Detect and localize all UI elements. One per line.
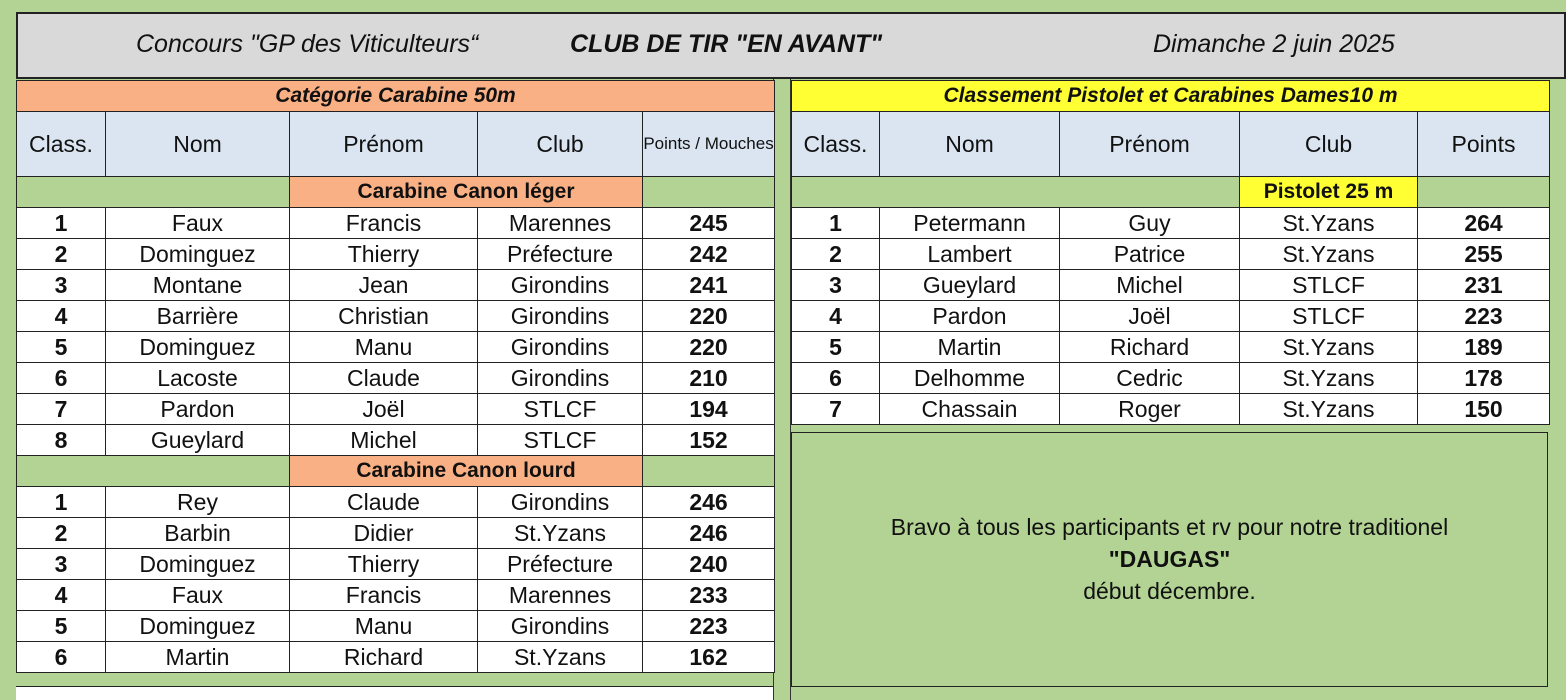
table-row [792,332,1550,363]
message-line-2: "DAUGAS" [1108,546,1231,572]
rank-cell: 4 [17,580,106,611]
lastname-cell: Faux [106,580,290,611]
club-cell: St.Yzans [1240,208,1418,239]
lastname-cell: Barbin [106,518,290,549]
section-spacer [643,456,775,487]
left-results-table [16,80,775,673]
points-cell: 240 [643,549,775,580]
column-separator [773,79,791,700]
section-spacer [17,177,290,208]
table-row [17,394,775,425]
club-cell: STLCF [478,425,643,456]
table-row [17,332,775,363]
firstname-cell: Didier [290,518,478,549]
rank-cell: 1 [17,208,106,239]
rank-cell: 3 [17,270,106,301]
rank-cell: 6 [792,363,880,394]
rank-cell: 4 [792,301,880,332]
section-spacer [792,177,1240,208]
table-row [792,394,1550,425]
section-header-row [17,177,775,208]
club-cell: Préfecture [478,549,643,580]
section-header-row [17,456,775,487]
column-header: Prénom [1060,112,1240,177]
table-row [792,239,1550,270]
rank-cell: 7 [792,394,880,425]
table-row [17,487,775,518]
table-row [17,208,775,239]
lastname-cell: Faux [106,208,290,239]
table-row [17,239,775,270]
firstname-cell: Thierry [290,239,478,270]
firstname-cell: Christian [290,301,478,332]
column-header: Class. [792,112,880,177]
firstname-cell: Joël [1060,301,1240,332]
column-header: Points / Mouches [643,112,775,177]
lastname-cell: Martin [880,332,1060,363]
left-header-row [17,112,775,177]
left-category-title: Catégorie Carabine 50m [17,81,775,112]
column-header: Points [1418,112,1550,177]
club-name: CLUB DE TIR "EN AVANT" [570,30,883,58]
lastname-cell: Barrière [106,301,290,332]
points-cell: 246 [643,518,775,549]
rank-cell: 5 [17,611,106,642]
firstname-cell: Michel [290,425,478,456]
right-category-row [792,81,1550,112]
club-cell: Girondins [478,270,643,301]
column-header: Club [478,112,643,177]
points-cell: 233 [643,580,775,611]
section-spacer [1418,177,1550,208]
club-cell: Girondins [478,301,643,332]
points-cell: 246 [643,487,775,518]
firstname-cell: Thierry [290,549,478,580]
points-cell: 242 [643,239,775,270]
club-cell: St.Yzans [1240,332,1418,363]
table-row [17,270,775,301]
club-cell: Préfecture [478,239,643,270]
lastname-cell: Gueylard [106,425,290,456]
table-row [17,363,775,394]
lastname-cell: Lacoste [106,363,290,394]
closing-message [791,432,1548,687]
club-cell: STLCF [1240,270,1418,301]
lastname-cell: Delhomme [880,363,1060,394]
points-cell: 264 [1418,208,1550,239]
firstname-cell: Cedric [1060,363,1240,394]
rank-cell: 2 [17,239,106,270]
club-cell: St.Yzans [1240,363,1418,394]
table-row [17,611,775,642]
points-cell: 231 [1418,270,1550,301]
column-header: Nom [106,112,290,177]
section-title: Carabine Canon léger [290,177,643,208]
rank-cell: 1 [792,208,880,239]
points-cell: 152 [643,425,775,456]
firstname-cell: Richard [290,642,478,673]
club-cell: St.Yzans [1240,394,1418,425]
points-cell: 245 [643,208,775,239]
club-cell: Girondins [478,332,643,363]
column-header: Class. [17,112,106,177]
lastname-cell: Chassain [880,394,1060,425]
firstname-cell: Joël [290,394,478,425]
empty-row [16,686,773,700]
club-cell: Girondins [478,363,643,394]
table-row [17,518,775,549]
column-header: Club [1240,112,1418,177]
right-category-title: Classement Pistolet et Carabines Dames10 m [792,81,1550,112]
club-cell: St.Yzans [478,642,643,673]
club-cell: Girondins [478,487,643,518]
lastname-cell: Martin [106,642,290,673]
points-cell: 194 [643,394,775,425]
lastname-cell: Gueylard [880,270,1060,301]
message-line-3: début décembre. [1083,578,1256,604]
table-row [17,425,775,456]
table-row [17,642,775,673]
table-row [792,363,1550,394]
table-row [792,270,1550,301]
points-cell: 189 [1418,332,1550,363]
table-row [792,208,1550,239]
lastname-cell: Pardon [880,301,1060,332]
firstname-cell: Guy [1060,208,1240,239]
lastname-cell: Rey [106,487,290,518]
contest-name: Concours "GP des Viticulteurs“ [136,30,479,58]
lastname-cell: Pardon [106,394,290,425]
table-row [792,301,1550,332]
rank-cell: 1 [17,487,106,518]
club-cell: STLCF [1240,301,1418,332]
column-header: Prénom [290,112,478,177]
firstname-cell: Claude [290,487,478,518]
firstname-cell: Manu [290,332,478,363]
firstname-cell: Michel [1060,270,1240,301]
points-cell: 210 [643,363,775,394]
section-spacer [17,456,290,487]
lastname-cell: Petermann [880,208,1060,239]
rank-cell: 5 [792,332,880,363]
points-cell: 241 [643,270,775,301]
firstname-cell: Manu [290,611,478,642]
table-row [17,549,775,580]
left-category-row [17,81,775,112]
lastname-cell: Dominguez [106,332,290,363]
rank-cell: 7 [17,394,106,425]
points-cell: 255 [1418,239,1550,270]
section-spacer [643,177,775,208]
lastname-cell: Lambert [880,239,1060,270]
message-line-1: Bravo à tous les participants et rv pour notre traditionel [890,514,1449,540]
right-results-table [791,80,1550,425]
club-cell: St.Yzans [1240,239,1418,270]
section-title: Carabine Canon lourd [290,456,643,487]
club-cell: STLCF [478,394,643,425]
table-row [17,580,775,611]
rank-cell: 5 [17,332,106,363]
firstname-cell: Richard [1060,332,1240,363]
table-row [17,301,775,332]
club-cell: Girondins [478,611,643,642]
event-date: Dimanche 2 juin 2025 [1153,30,1395,58]
firstname-cell: Francis [290,208,478,239]
lastname-cell: Dominguez [106,239,290,270]
lastname-cell: Dominguez [106,549,290,580]
club-cell: Marennes [478,580,643,611]
club-cell: St.Yzans [478,518,643,549]
rank-cell: 4 [17,301,106,332]
section-header-row [792,177,1550,208]
points-cell: 220 [643,301,775,332]
firstname-cell: Claude [290,363,478,394]
points-cell: 223 [1418,301,1550,332]
firstname-cell: Roger [1060,394,1240,425]
lastname-cell: Montane [106,270,290,301]
sheet-header [16,12,1566,79]
firstname-cell: Jean [290,270,478,301]
rank-cell: 6 [17,363,106,394]
firstname-cell: Patrice [1060,239,1240,270]
rank-cell: 6 [17,642,106,673]
rank-cell: 3 [17,549,106,580]
rank-cell: 8 [17,425,106,456]
right-header-row [792,112,1550,177]
firstname-cell: Francis [290,580,478,611]
points-cell: 223 [643,611,775,642]
points-cell: 162 [643,642,775,673]
rank-cell: 2 [792,239,880,270]
points-cell: 220 [643,332,775,363]
points-cell: 178 [1418,363,1550,394]
rank-cell: 2 [17,518,106,549]
lastname-cell: Dominguez [106,611,290,642]
section-title: Pistolet 25 m [1240,177,1418,208]
points-cell: 150 [1418,394,1550,425]
rank-cell: 3 [792,270,880,301]
club-cell: Marennes [478,208,643,239]
column-header: Nom [880,112,1060,177]
